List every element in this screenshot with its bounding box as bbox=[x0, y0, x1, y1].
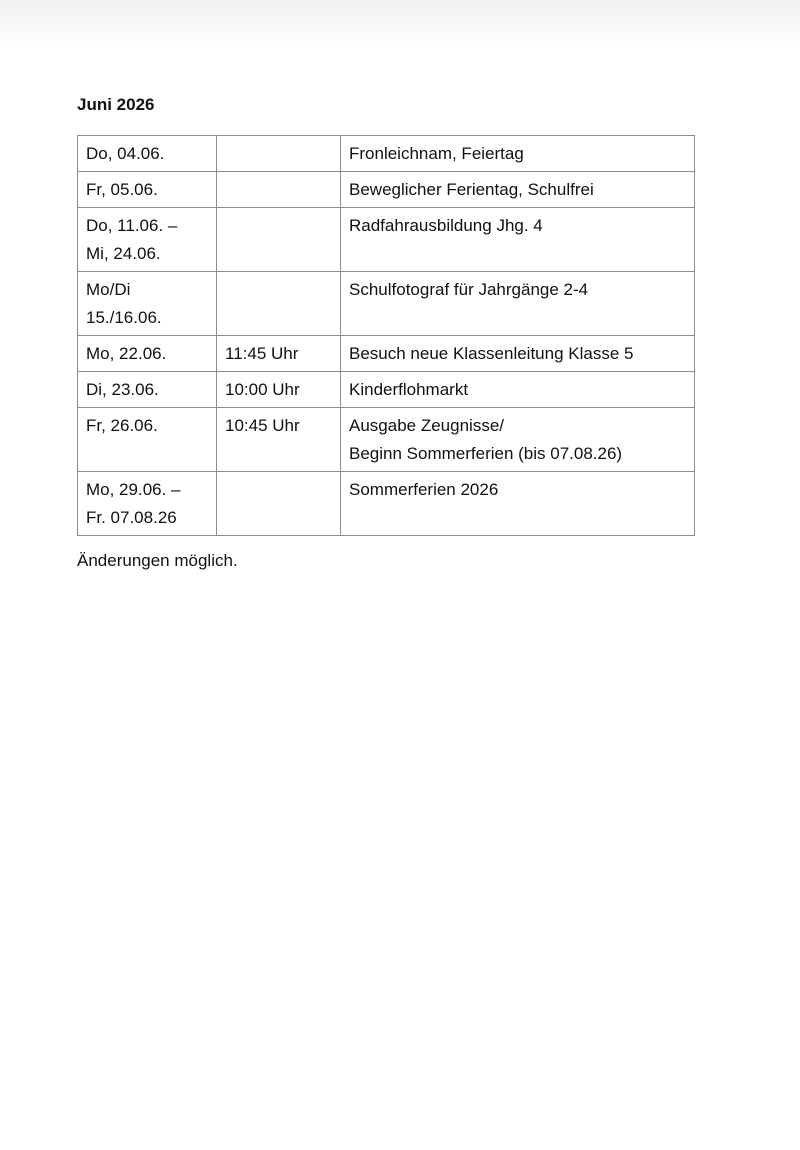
table-row bbox=[78, 408, 695, 472]
event-cell: Ausgabe Zeugnisse/ Beginn Sommerferien (bis 07.08.26) bbox=[341, 408, 695, 472]
date-cell: Mo, 22.06. bbox=[78, 336, 217, 372]
time-cell: 10:00 Uhr bbox=[217, 372, 341, 408]
time-cell: 11:45 Uhr bbox=[217, 336, 341, 372]
date-cell: Mo, 29.06. – Fr. 07.08.26 bbox=[78, 472, 217, 536]
time-cell bbox=[217, 172, 341, 208]
event-cell: Beweglicher Ferientag, Schulfrei bbox=[341, 172, 695, 208]
table-row bbox=[78, 272, 695, 336]
table-row bbox=[78, 208, 695, 272]
event-cell: Fronleichnam, Feiertag bbox=[341, 136, 695, 172]
time-cell bbox=[217, 136, 341, 172]
event-cell: Besuch neue Klassenleitung Klasse 5 bbox=[341, 336, 695, 372]
event-cell: Radfahrausbildung Jhg. 4 bbox=[341, 208, 695, 272]
date-cell: Fr, 26.06. bbox=[78, 408, 217, 472]
table-row bbox=[78, 472, 695, 536]
table-row bbox=[78, 372, 695, 408]
time-cell bbox=[217, 272, 341, 336]
date-cell: Do, 04.06. bbox=[78, 136, 217, 172]
table-row bbox=[78, 336, 695, 372]
month-heading: Juni 2026 bbox=[77, 95, 155, 114]
schedule-table bbox=[77, 135, 695, 536]
event-cell: Kinderflohmarkt bbox=[341, 372, 695, 408]
date-cell: Do, 11.06. – Mi, 24.06. bbox=[78, 208, 217, 272]
date-cell: Fr, 05.06. bbox=[78, 172, 217, 208]
time-cell: 10:45 Uhr bbox=[217, 408, 341, 472]
changes-note: Änderungen möglich. bbox=[77, 551, 238, 570]
time-cell bbox=[217, 208, 341, 272]
time-cell bbox=[217, 472, 341, 536]
event-cell: Schulfotograf für Jahrgänge 2-4 bbox=[341, 272, 695, 336]
table-row bbox=[78, 136, 695, 172]
date-cell: Di, 23.06. bbox=[78, 372, 217, 408]
date-cell: Mo/Di 15./16.06. bbox=[78, 272, 217, 336]
event-cell: Sommerferien 2026 bbox=[341, 472, 695, 536]
table-row bbox=[78, 172, 695, 208]
